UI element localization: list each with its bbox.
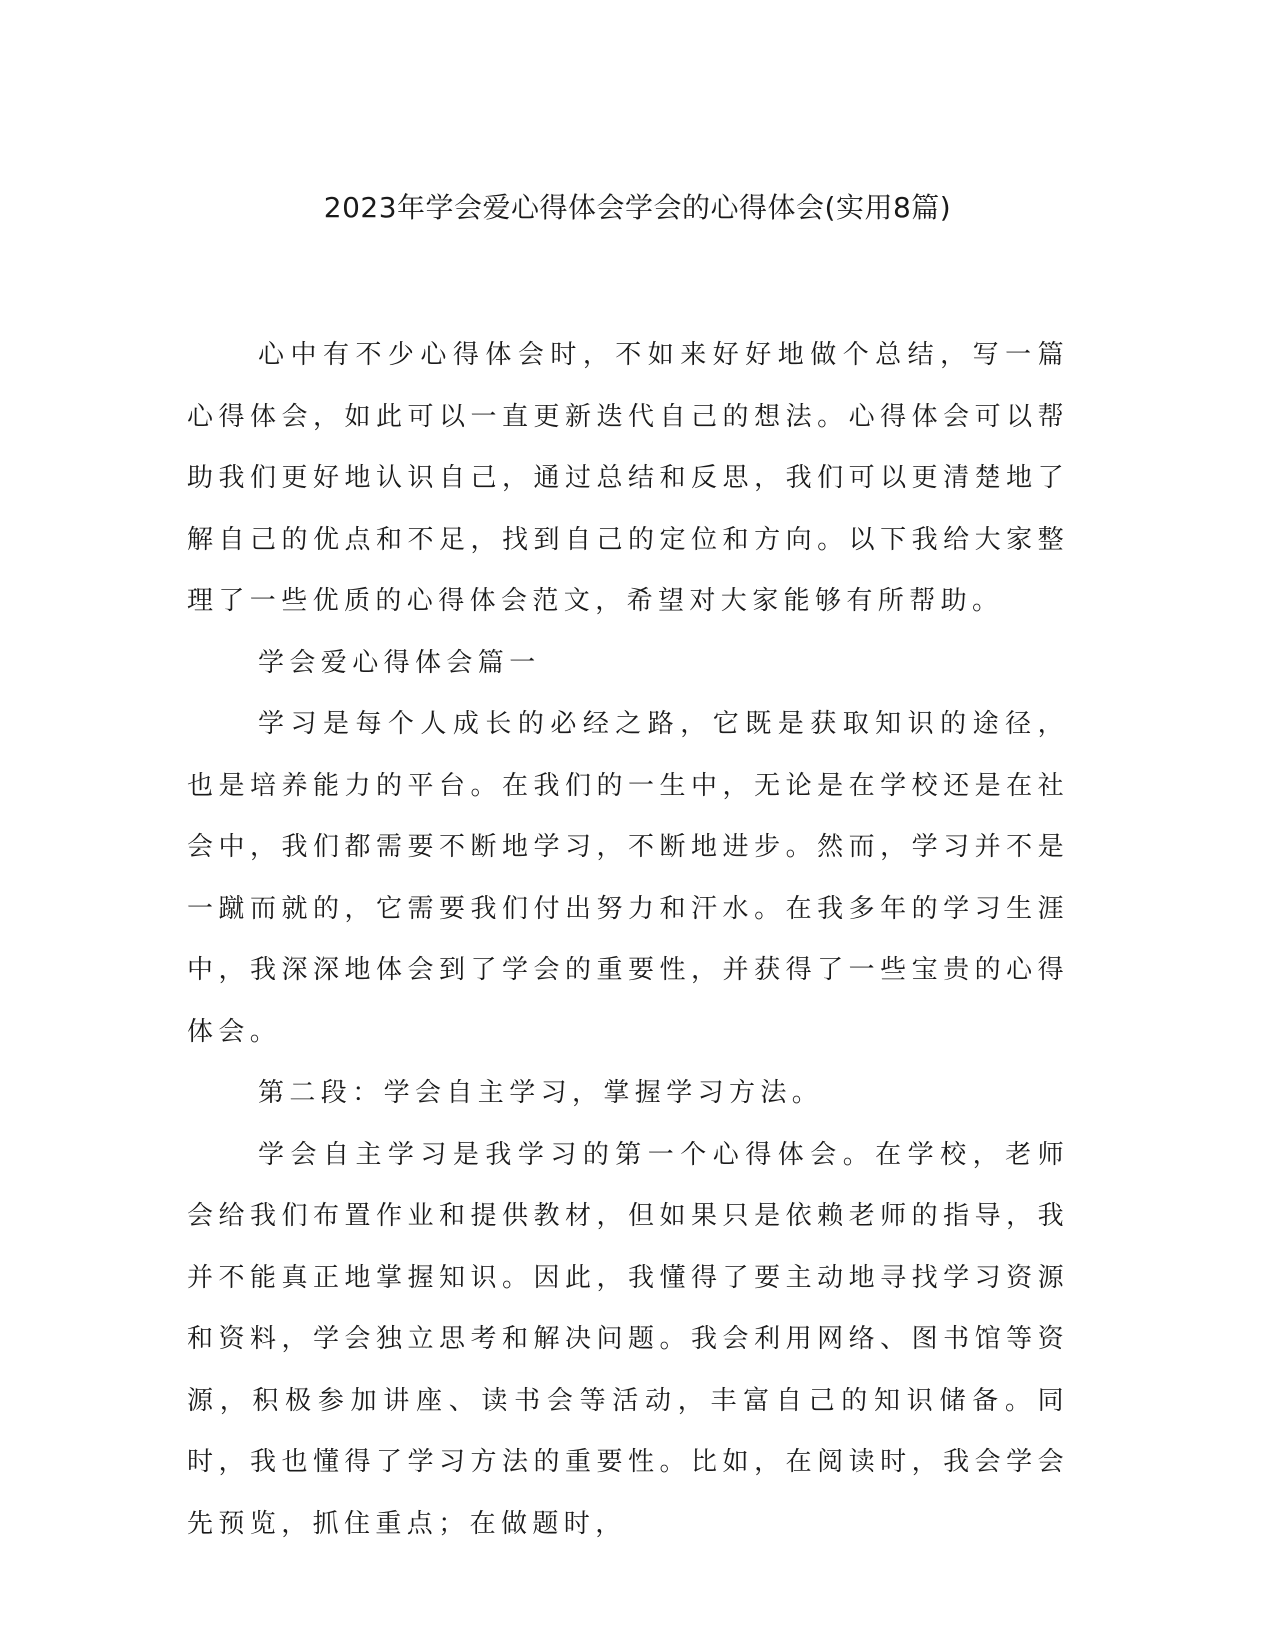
body-paragraph: 学习是每个人成长的必经之路，它既是获取知识的途径，也是培养能力的平台。在我们的一生中，无论是在学校还是在社会中，我们都需要不断地学习，不断地进步。然而，学习并不是一蹴而就的，它需要我们付出努力和汗水。在我多年的学习生涯中，我深深地体会到了学会的重要性，并获得了一些宝贵的心得体会。: [187, 709, 1069, 1047]
section-heading-second-part: 第二段：学会自主学习，掌握学习方法。: [258, 1078, 824, 1108]
section-heading-part-one: 学会爱心得体会篇一: [258, 647, 541, 678]
intro-paragraph: 心中有不少心得体会时，不如来好好地做个总结，写一篇心得体会，如此可以一直更新迭代自己的想法。心得体会可以帮助我们更好地认识自己，通过总结和反思，我们可以更清楚地了解自己的优点和不足，找到自己的定位和方向。以下我给大家整理了一些优质的心得体会范文，希望对大家能够有所帮助。: [187, 340, 1069, 616]
document-title: 2023年学会爱心得体会学会的心得体会(实用8篇): [323, 191, 952, 224]
document-body: [187, 325, 1069, 1555]
body-paragraph: 学会自主学习是我学习的第一个心得体会。在学校，老师会给我们布置作业和提供教材，但如果只是依赖老师的指导，我并不能真正地掌握知识。因此，我懂得了要主动地寻找学习资源和资料，学会独立思考和解决问题。我会利用网络、图书馆等资源，积极参加讲座、读书会等活动，丰富自己的知识储备。同时，我也懂得了学习方法的重要性。比如，在阅读时，我会学会先预览，抓住重点；在做题时，: [187, 1139, 1069, 1539]
